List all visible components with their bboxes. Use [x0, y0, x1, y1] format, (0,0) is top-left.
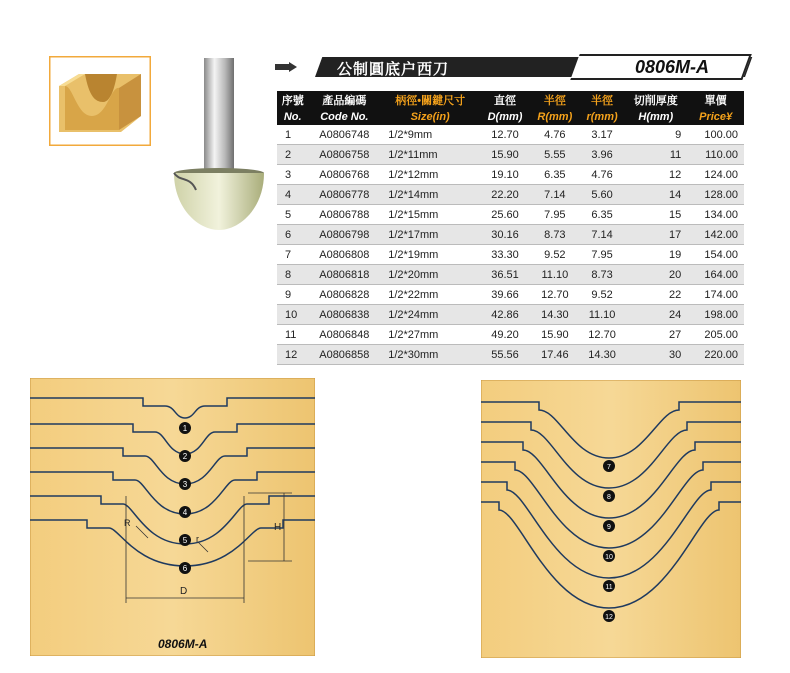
- profile-marker: [603, 550, 615, 562]
- cell-r: 14.30: [530, 305, 580, 325]
- dim-label-r-large: R: [124, 518, 131, 528]
- cell-price: 205.00: [687, 325, 744, 345]
- profile-marker-label: 5: [182, 536, 188, 545]
- cell-no: 3: [277, 165, 308, 185]
- cell-price: 198.00: [687, 305, 744, 325]
- table-row: [277, 305, 744, 325]
- table-row: [277, 345, 744, 365]
- cell-r: 5.55: [530, 145, 580, 165]
- cell-code: A0806858: [308, 345, 380, 365]
- profile-marker: [603, 490, 615, 502]
- th-d-en: D(mm): [480, 108, 530, 125]
- cell-h: 17: [624, 225, 687, 245]
- cell-h: 19: [624, 245, 687, 265]
- cell-code: A0806778: [308, 185, 380, 205]
- profile-marker-label: 11: [605, 584, 613, 591]
- cell-price: 128.00: [687, 185, 744, 205]
- cell-size: 1/2*9mm: [380, 125, 480, 145]
- cell-d: 55.56: [480, 345, 530, 365]
- cell-code: A0806828: [308, 285, 380, 305]
- title-banner: [275, 54, 745, 84]
- cell-r2: 3.17: [580, 125, 625, 145]
- table-row: [277, 165, 744, 185]
- table-row: [277, 185, 744, 205]
- profile-marker-label: 2: [182, 452, 188, 461]
- cell-r2: 7.14: [580, 225, 625, 245]
- cell-h: 9: [624, 125, 687, 145]
- cell-d: 22.20: [480, 185, 530, 205]
- cell-no: 8: [277, 265, 308, 285]
- cell-h: 24: [624, 305, 687, 325]
- profile-marker: [179, 506, 191, 518]
- th-code-cn: 產品編碼: [308, 91, 380, 108]
- profile-marker: [603, 520, 615, 532]
- profile-marker-label: 12: [605, 614, 613, 621]
- cell-code: A0806758: [308, 145, 380, 165]
- cell-no: 4: [277, 185, 308, 205]
- profile-marker-label: 4: [182, 508, 188, 517]
- cell-code: A0806798: [308, 225, 380, 245]
- table-row: [277, 265, 744, 285]
- cell-d: 30.16: [480, 225, 530, 245]
- spec-table: [277, 91, 744, 365]
- cell-h: 30: [624, 345, 687, 365]
- cell-d: 42.86: [480, 305, 530, 325]
- cell-r2: 7.95: [580, 245, 625, 265]
- th-r2-cn: 半徑: [580, 91, 625, 108]
- spec-table-body: [277, 125, 744, 365]
- table-row: [277, 205, 744, 225]
- cell-r: 12.70: [530, 285, 580, 305]
- cell-h: 15: [624, 205, 687, 225]
- router-bit-image: [168, 58, 273, 233]
- cell-no: 1: [277, 125, 308, 145]
- profile-diagram-left: [30, 378, 315, 656]
- cell-size: 1/2*27mm: [380, 325, 480, 345]
- cell-no: 6: [277, 225, 308, 245]
- profile-marker-label: 10: [605, 554, 613, 561]
- cell-size: 1/2*22mm: [380, 285, 480, 305]
- cell-h: 20: [624, 265, 687, 285]
- diagram-caption: 0806M-A: [158, 637, 208, 651]
- profile-marker: [603, 460, 615, 472]
- cell-size: 1/2*11mm: [380, 145, 480, 165]
- cell-code: A0806788: [308, 205, 380, 225]
- cell-size: 1/2*17mm: [380, 225, 480, 245]
- banner-title: 公制圓底户西刀: [337, 61, 450, 78]
- cell-r: 7.14: [530, 185, 580, 205]
- cell-price: 142.00: [687, 225, 744, 245]
- th-r-cn: 半徑: [530, 91, 580, 108]
- profile-marker-label: 8: [607, 494, 611, 501]
- dim-label-r-small: r: [196, 534, 199, 544]
- th-size-cn: 柄徑•關鍵尺寸: [380, 91, 480, 108]
- profile-sample-image: [49, 56, 151, 146]
- cell-d: 36.51: [480, 265, 530, 285]
- cell-code: A0806848: [308, 325, 380, 345]
- table-row: [277, 125, 744, 145]
- profile-marker: [179, 534, 191, 546]
- cell-h: 12: [624, 165, 687, 185]
- th-no-cn: 序號: [277, 91, 308, 108]
- dim-label-h: H: [274, 522, 282, 533]
- cell-d: 33.30: [480, 245, 530, 265]
- cell-d: 19.10: [480, 165, 530, 185]
- cell-price: 134.00: [687, 205, 744, 225]
- cell-size: 1/2*15mm: [380, 205, 480, 225]
- cell-r2: 6.35: [580, 205, 625, 225]
- cell-price: 220.00: [687, 345, 744, 365]
- cell-size: 1/2*20mm: [380, 265, 480, 285]
- cell-code: A0806838: [308, 305, 380, 325]
- bit-arrow-icon: [275, 62, 297, 72]
- cell-r2: 5.60: [580, 185, 625, 205]
- cell-size: 1/2*24mm: [380, 305, 480, 325]
- cell-h: 27: [624, 325, 687, 345]
- cell-size: 1/2*12mm: [380, 165, 480, 185]
- header-row-cn: [277, 91, 744, 108]
- profile-marker: [179, 478, 191, 490]
- cell-no: 9: [277, 285, 308, 305]
- cell-r2: 9.52: [580, 285, 625, 305]
- profile-marker: [179, 450, 191, 462]
- cell-size: 1/2*14mm: [380, 185, 480, 205]
- cell-no: 2: [277, 145, 308, 165]
- profile-marker-label: 7: [607, 464, 611, 471]
- profile-marker: [179, 422, 191, 434]
- cell-r: 17.46: [530, 345, 580, 365]
- profile-diagram-right: [481, 380, 741, 658]
- dim-label-d: D: [180, 586, 188, 597]
- cell-no: 10: [277, 305, 308, 325]
- cell-r2: 8.73: [580, 265, 625, 285]
- cell-no: 5: [277, 205, 308, 225]
- profile-marker-label: 3: [182, 480, 188, 489]
- cell-code: A0806748: [308, 125, 380, 145]
- cell-r2: 12.70: [580, 325, 625, 345]
- cell-size: 1/2*30mm: [380, 345, 480, 365]
- profile-marker-label: 1: [182, 424, 188, 433]
- cell-code: A0806768: [308, 165, 380, 185]
- th-size-en: Size(in): [380, 108, 480, 125]
- profile-marker-label: 9: [607, 524, 611, 531]
- cell-no: 11: [277, 325, 308, 345]
- header-row-en: [277, 108, 744, 125]
- cell-r: 6.35: [530, 165, 580, 185]
- table-row: [277, 225, 744, 245]
- table-row: [277, 145, 744, 165]
- table-row: [277, 245, 744, 265]
- profile-marker: [603, 610, 615, 622]
- banner-model: 0806M-A: [635, 57, 710, 77]
- cell-d: 39.66: [480, 285, 530, 305]
- table-row: [277, 285, 744, 305]
- cell-h: 11: [624, 145, 687, 165]
- cell-price: 174.00: [687, 285, 744, 305]
- cell-code: A0806808: [308, 245, 380, 265]
- cell-no: 7: [277, 245, 308, 265]
- th-r2-en: r(mm): [580, 108, 625, 125]
- cell-r: 15.90: [530, 325, 580, 345]
- cell-price: 124.00: [687, 165, 744, 185]
- th-d-cn: 直徑: [480, 91, 530, 108]
- th-h-en: H(mm): [624, 108, 687, 125]
- profile-marker: [603, 580, 615, 592]
- cell-r: 9.52: [530, 245, 580, 265]
- cell-no: 12: [277, 345, 308, 365]
- cell-code: A0806818: [308, 265, 380, 285]
- cell-r: 7.95: [530, 205, 580, 225]
- profile-marker: [179, 562, 191, 574]
- th-code-en: Code No.: [308, 108, 380, 125]
- th-price-cn: 單價: [687, 91, 744, 108]
- cell-r2: 4.76: [580, 165, 625, 185]
- cell-r2: 3.96: [580, 145, 625, 165]
- th-r-en: R(mm): [530, 108, 580, 125]
- cell-r2: 14.30: [580, 345, 625, 365]
- cell-size: 1/2*19mm: [380, 245, 480, 265]
- cell-d: 49.20: [480, 325, 530, 345]
- th-h-cn: 切削厚度: [624, 91, 687, 108]
- cell-d: 25.60: [480, 205, 530, 225]
- cell-d: 12.70: [480, 125, 530, 145]
- cell-r: 4.76: [530, 125, 580, 145]
- th-price-en: Price¥: [687, 108, 744, 125]
- cell-price: 154.00: [687, 245, 744, 265]
- cell-r: 8.73: [530, 225, 580, 245]
- th-no-en: No.: [277, 108, 308, 125]
- table-row: [277, 325, 744, 345]
- cell-h: 14: [624, 185, 687, 205]
- cell-d: 15.90: [480, 145, 530, 165]
- cell-price: 164.00: [687, 265, 744, 285]
- profile-marker-label: 6: [182, 564, 188, 573]
- cell-r2: 11.10: [580, 305, 625, 325]
- cell-r: 11.10: [530, 265, 580, 285]
- cell-h: 22: [624, 285, 687, 305]
- cell-price: 110.00: [687, 145, 744, 165]
- cell-price: 100.00: [687, 125, 744, 145]
